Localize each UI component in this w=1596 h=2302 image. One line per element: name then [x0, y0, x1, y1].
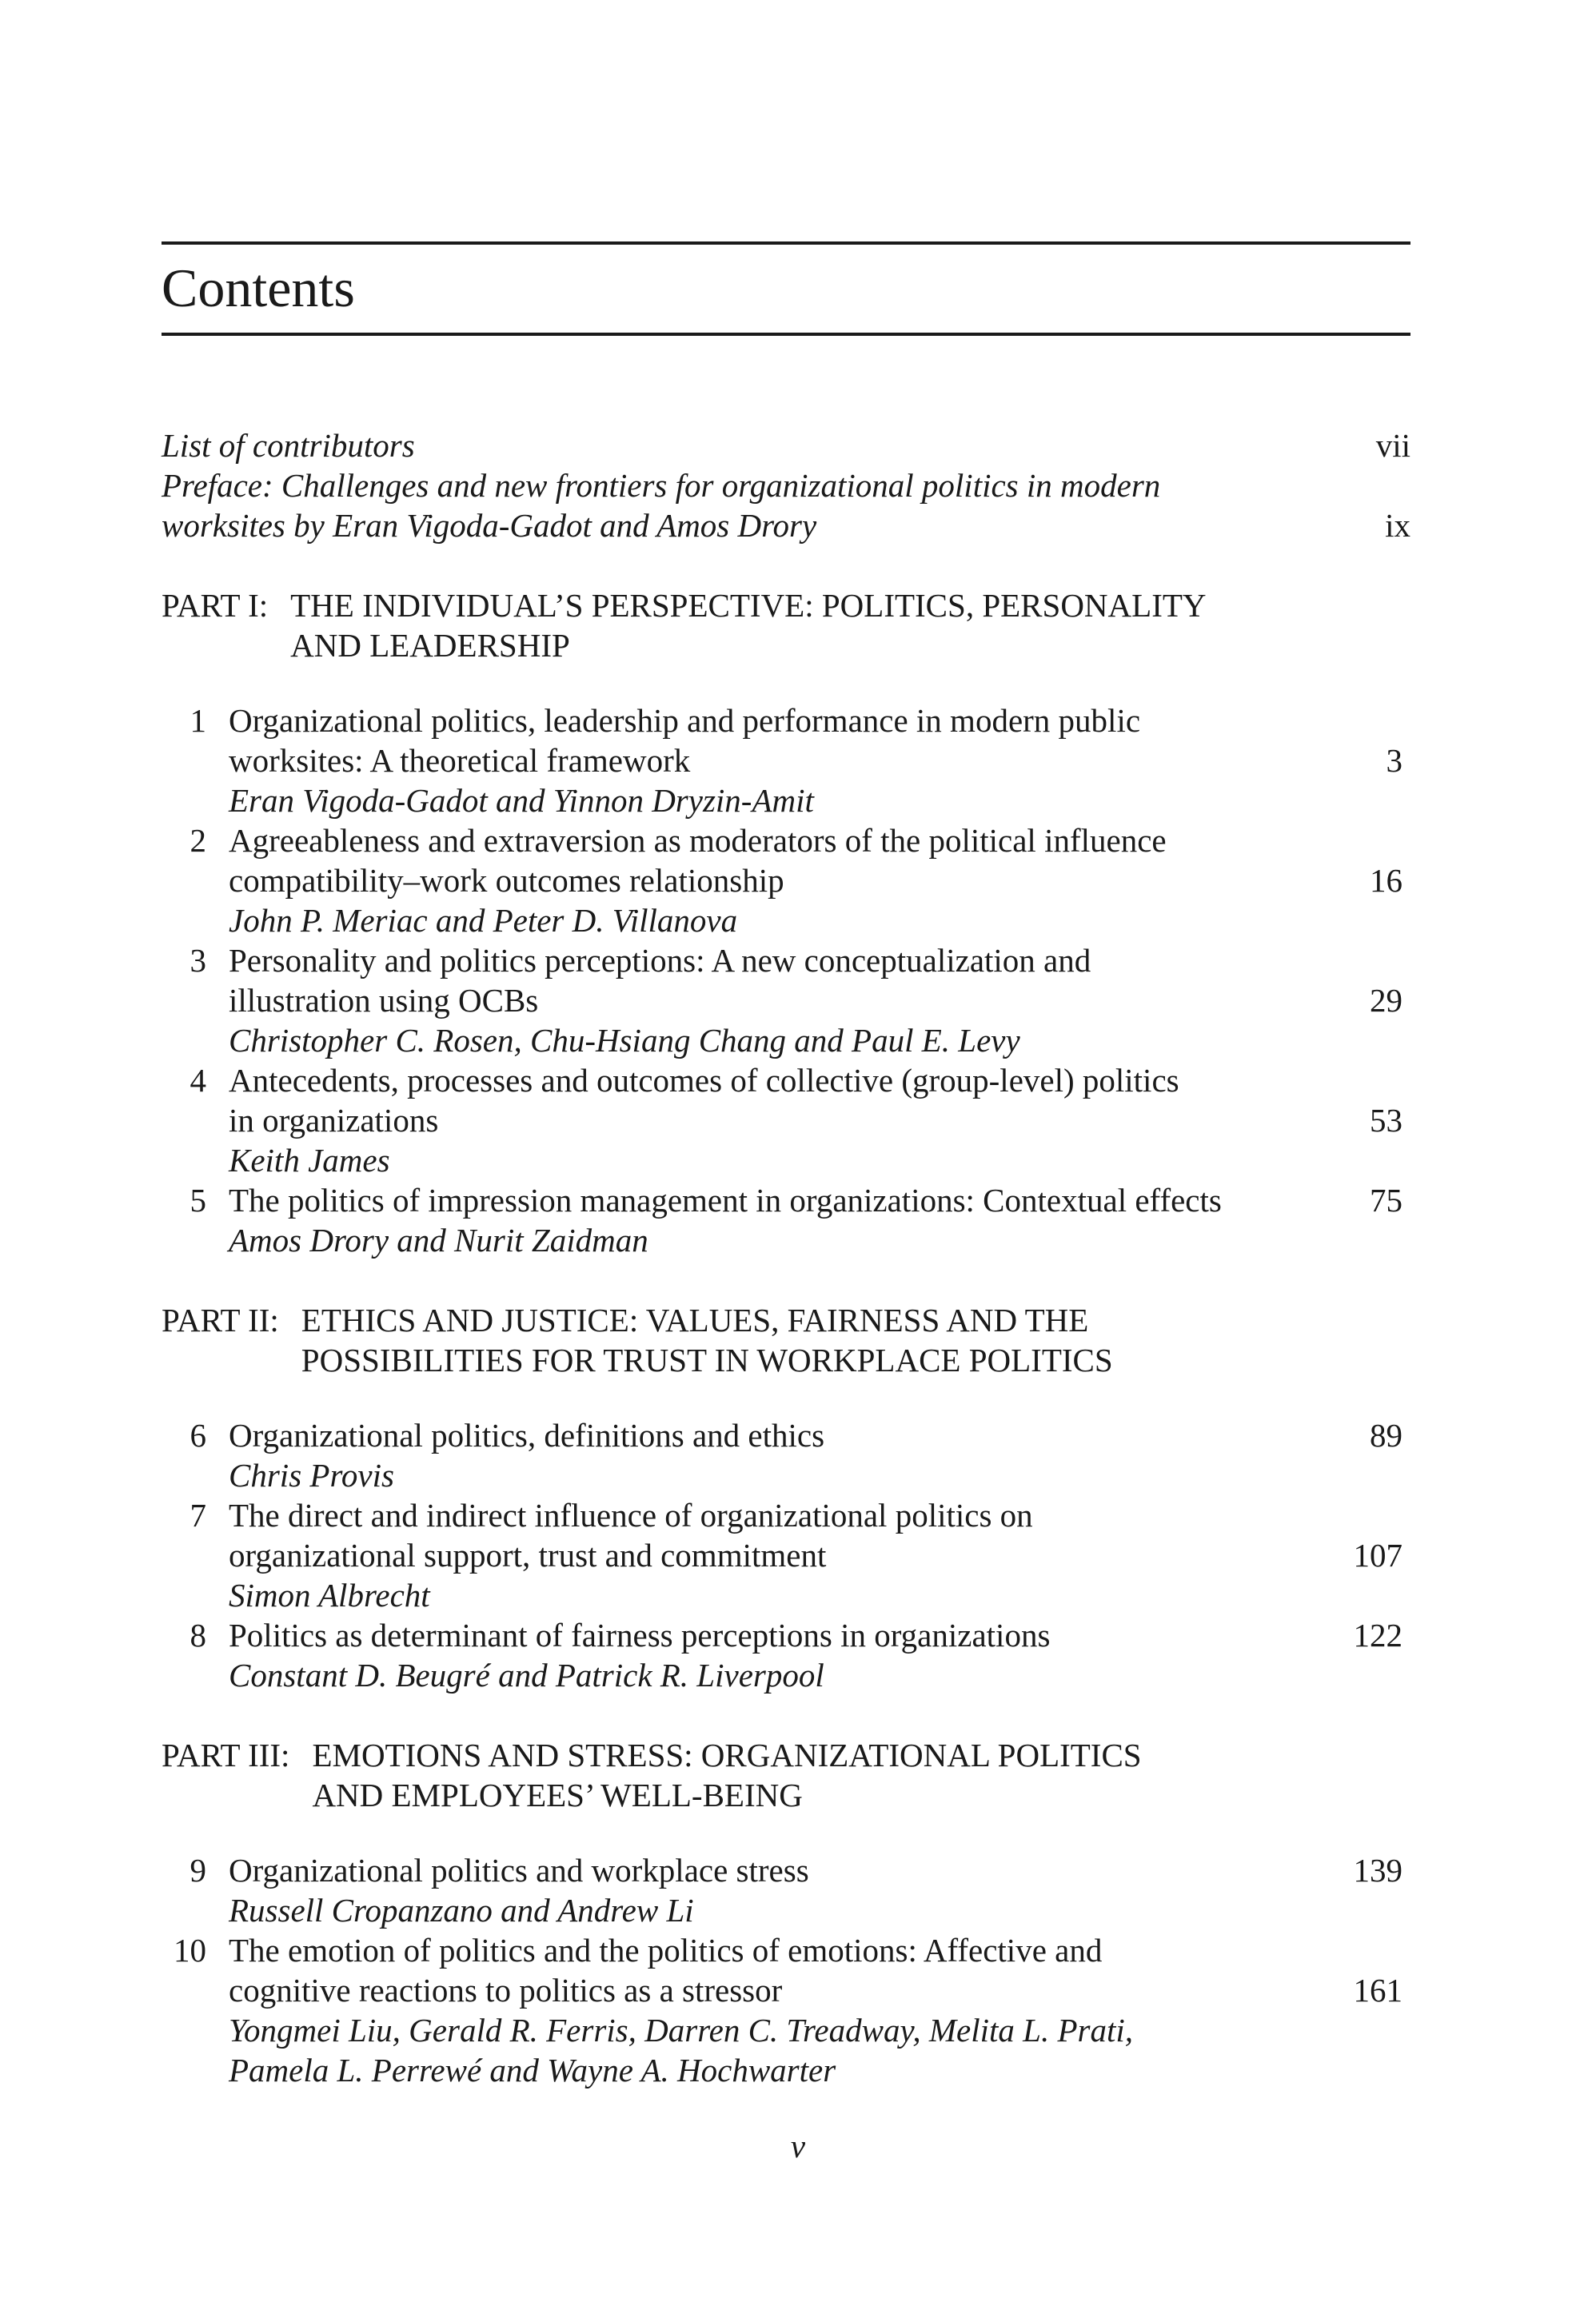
chapter-authors: Simon Albrecht	[229, 1577, 430, 1614]
page-reference: vii	[1375, 427, 1410, 464]
page-title: Contents	[162, 257, 355, 318]
chapter-entry	[162, 1850, 1410, 1930]
page-reference: 16	[1370, 862, 1402, 899]
front-matter-title-line: worksites by Eran Vigoda-Gadot and Amos Drory	[162, 507, 817, 544]
chapter-title-line: The direct and indirect influence of organizational politics on	[229, 1497, 1033, 1534]
part-title	[312, 1735, 1410, 1815]
chapter-title-line: Organizational politics and workplace stress	[229, 1852, 809, 1889]
chapter-number: 3	[190, 942, 206, 979]
chapter-number: 1	[190, 702, 206, 739]
page-reference: 107	[1353, 1537, 1402, 1574]
chapter-number: 10	[174, 1932, 206, 1969]
chapter-body	[229, 700, 1410, 820]
chapter-list	[162, 1850, 1410, 2090]
chapter-body	[229, 1180, 1410, 1260]
page-reference: 75	[1370, 1182, 1402, 1219]
chapter-body	[229, 1495, 1410, 1615]
chapter-number: 6	[190, 1417, 206, 1454]
chapter-authors: Yongmei Liu, Gerald R. Ferris, Darren C. Treadway, Melita L. Prati,	[229, 2012, 1133, 2049]
bottom-rule	[162, 333, 1410, 336]
page-reference: 139	[1353, 1852, 1402, 1889]
chapter-title-line: The politics of impression management in organizations: Contextual effects	[229, 1182, 1222, 1219]
chapter-number: 5	[190, 1182, 206, 1219]
part-label: PART III:	[162, 1737, 290, 1773]
chapter-list	[162, 1415, 1410, 1695]
chapter-title-line: compatibility–work outcomes relationship	[229, 862, 784, 899]
part-heading	[162, 585, 1410, 665]
contents-page	[162, 241, 1410, 2090]
part-title-line: AND EMPLOYEES’ WELL-BEING	[312, 1777, 803, 1813]
chapter-entry	[162, 820, 1410, 940]
chapter-title-line: cognitive reactions to politics as a stressor	[229, 1972, 783, 2009]
chapter-body	[229, 1930, 1410, 2090]
page-reference: 122	[1353, 1617, 1402, 1654]
chapter-title-line: Organizational politics, leadership and performance in modern public	[229, 702, 1141, 739]
chapter-entry	[162, 1495, 1410, 1615]
page-number: v	[790, 2128, 806, 2164]
part-heading	[162, 1735, 1410, 1815]
part-title-line: ETHICS AND JUSTICE: VALUES, FAIRNESS AND THE	[301, 1302, 1089, 1339]
chapter-authors: Constant D. Beugré and Patrick R. Liverpool	[229, 1657, 824, 1694]
chapter-authors: John P. Meriac and Peter D. Villanova	[229, 902, 738, 939]
part-title-line: THE INDIVIDUAL’S PERSPECTIVE: POLITICS, PERSONALITY	[290, 587, 1207, 624]
part-title-line: POSSIBILITIES FOR TRUST IN WORKPLACE POLITICS	[301, 1342, 1113, 1378]
chapter-authors: Russell Cropanzano and Andrew Li	[229, 1892, 694, 1929]
page-reference: 29	[1370, 982, 1402, 1019]
part-title	[301, 1300, 1410, 1380]
front-matter-item	[162, 425, 1410, 465]
part-label: PART I:	[162, 587, 269, 624]
chapter-number: 4	[190, 1062, 206, 1099]
chapter-number: 8	[190, 1617, 206, 1654]
part-title-line: EMOTIONS AND STRESS: ORGANIZATIONAL POLITICS	[312, 1737, 1142, 1773]
chapter-list	[162, 700, 1410, 1260]
chapter-body	[229, 1850, 1410, 1930]
part-heading	[162, 1300, 1410, 1380]
chapter-authors: Amos Drory and Nurit Zaidman	[229, 1222, 648, 1259]
page-reference: ix	[1385, 507, 1410, 544]
chapter-entry	[162, 1060, 1410, 1180]
chapter-number: 2	[190, 822, 206, 859]
chapter-title-line: in organizations	[229, 1102, 439, 1139]
chapter-title-line: Antecedents, processes and outcomes of collective (group-level) politics	[229, 1062, 1179, 1099]
front-matter-item	[162, 465, 1410, 545]
part-label: PART II:	[162, 1302, 279, 1339]
chapter-body	[229, 1415, 1410, 1495]
chapter-authors: Chris Provis	[229, 1457, 394, 1494]
page-reference: 53	[1370, 1102, 1402, 1139]
chapter-authors: Pamela L. Perrewé and Wayne A. Hochwarter	[229, 2052, 836, 2089]
part-title	[290, 585, 1410, 665]
chapter-body	[229, 1060, 1410, 1180]
part-title-line: AND LEADERSHIP	[290, 627, 570, 664]
chapter-number: 9	[190, 1852, 206, 1889]
chapter-authors: Eran Vigoda-Gadot and Yinnon Dryzin-Amit	[229, 782, 814, 819]
chapter-body	[229, 940, 1410, 1060]
chapter-entry	[162, 940, 1410, 1060]
chapter-title-line: worksites: A theoretical framework	[229, 742, 691, 779]
chapter-authors: Keith James	[229, 1142, 390, 1179]
front-matter-title-line: List of contributors	[162, 427, 415, 464]
chapter-entry	[162, 1415, 1410, 1495]
chapter-entry	[162, 1615, 1410, 1695]
chapter-title-line: Politics as determinant of fairness perceptions in organizations	[229, 1617, 1051, 1654]
chapter-entry	[162, 1930, 1410, 2090]
chapter-body	[229, 1615, 1410, 1695]
chapter-title-line: The emotion of politics and the politics of emotions: Affective and	[229, 1932, 1103, 1969]
parts-list	[162, 585, 1410, 2090]
chapter-authors: Christopher C. Rosen, Chu-Hsiang Chang and Paul E. Levy	[229, 1022, 1020, 1059]
chapter-number: 7	[190, 1497, 206, 1534]
chapter-title-line: Organizational politics, definitions and ethics	[229, 1417, 825, 1454]
chapter-title-line: Personality and politics perceptions: A new conceptualization and	[229, 942, 1091, 979]
chapter-title-line: Agreeableness and extraversion as moderators of the political influence	[229, 822, 1167, 859]
page-reference: 3	[1386, 742, 1402, 779]
page-reference: 161	[1353, 1972, 1402, 2009]
front-matter-list	[162, 425, 1410, 545]
chapter-title-line: organizational support, trust and commitment	[229, 1537, 827, 1574]
chapter-title-line: illustration using OCBs	[229, 982, 539, 1019]
chapter-entry	[162, 700, 1410, 820]
front-matter-title-line: Preface: Challenges and new frontiers for organizational politics in modern	[162, 467, 1161, 504]
chapter-body	[229, 820, 1410, 940]
page-reference: 89	[1370, 1417, 1402, 1454]
chapter-entry	[162, 1180, 1410, 1260]
